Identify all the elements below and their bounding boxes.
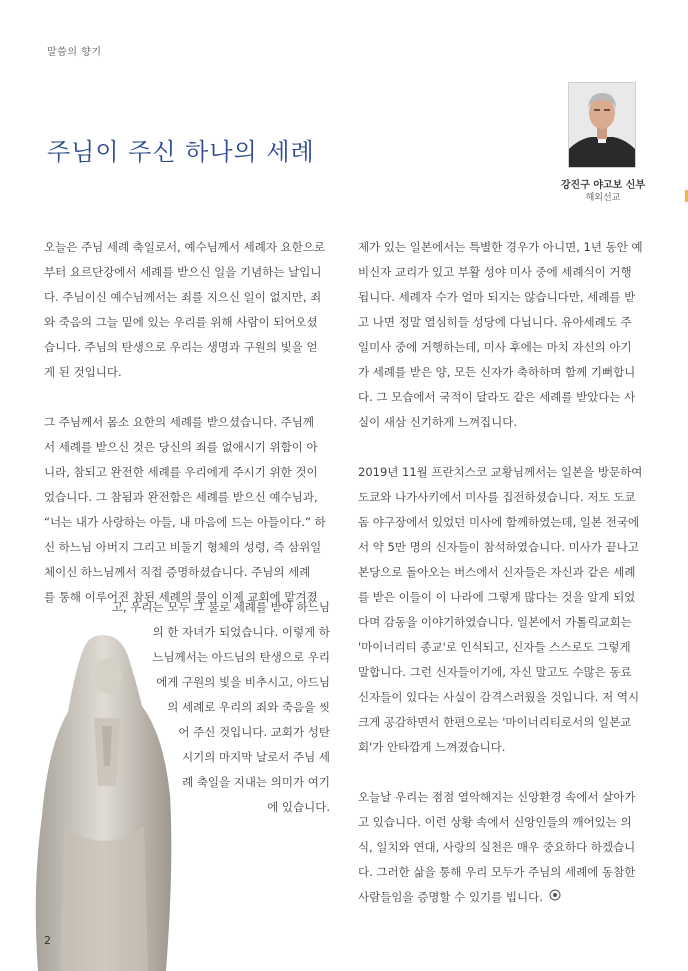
virgin-mary-statue-image bbox=[24, 626, 184, 971]
paragraph: 그 주님께서 몸소 요한의 세례를 받으셨습니다. 주님께 서 세례를 받으신 것은 당신의 죄를 없애시기 위함이 아 니라, 참되고 완전한 세례를 우리에게 주시기 위한 것이 었습니다. 그 참됨과 완전함은 세례를 받으신 예수님과, “너는 내가 사랑하는 아들, 내 마음에 드는 아들이다.” 하 신 하느님 아버지 그리고 비둘기 형체의 성령, 즉 삼위일 체이신 하느님께서 직접 증명하셨습니다. 주님의 세례 를 통해 이루어진 참된 세례의 물이 이제 교회에 맡겨졌 bbox=[44, 415, 326, 604]
author-name: 강진구 야고보 신부 bbox=[560, 180, 646, 191]
paragraph: 2019년 11월 프란치스코 교황님께서는 일본을 방문하여 도쿄와 나가사키에서 미사를 집전하셨습니다. 저도 도쿄 돔 야구장에서 있었던 미사에 함께하였는데, 일본 전국에 서 약 5만 명의 신자들이 참석하였습니다. 미사가 끝나고 본당으로 돌아오는 버스에서 신자들은 자신과 같은 세례 를 받은 이들이 이 나라에 그렇게 많다는 것을 알게 되었 다며 감동을 이야기하였습니다. 일본에서 가톨릭교회는 '마이너리티 종교'로 인식되고, 신자들 스스로도 그렇게 말합니다. 그런 신자들이기에, 자신 말고도 수많은 동료 신자들이 있다는 사실이 감격스러웠을 것입니다. 저 역시 크게 공감하면서 한편으로는 '마이너리티로서의 일본교 회'가 안타깝게 느껴졌습니다. bbox=[358, 465, 643, 754]
author-role: 해외선교 bbox=[585, 193, 621, 203]
paragraph: 제가 있는 일본에서는 특별한 경우가 아니면, 1년 동안 예 비신자 교리가 있고 부활 성야 미사 중에 세례식이 거행 됩니다. 세례자 수가 얼마 되지는 않습니다만, 세례를 받 고 나면 정말 열심히들 성당에 다닙니다. 유아세례도 주 일미사 중에 거행하는데, 미사 후에는 마치 자신의 아기 가 세례를 받은 양, 모든 신자가 축하하며 함께 기뻐합니 다. 그 모습에서 국적이 달라도 같은 세례를 받았다는 사 실이 새삼 신기하게 느껴집니다. bbox=[358, 240, 643, 429]
author-photo bbox=[568, 82, 636, 168]
article-title: 주님이 주신 하나의 세례 bbox=[47, 138, 315, 167]
section-label: 말씀의 향기 bbox=[47, 47, 102, 58]
end-mark-icon bbox=[549, 885, 561, 910]
right-column bbox=[358, 235, 646, 910]
closing-text: 오늘날 우리는 점점 열악해지는 신앙환경 속에서 살아가 고 있습니다. 이런 상황 속에서 신앙인들의 깨어있는 의 식, 일치와 연대, 사랑의 실천은 매우 중요하다 하겠습니 다. 그러한 삶을 통해 우리 모두가 주님의 세례에 동참한 사람들임을 증명할 수 있기를 빕니다. bbox=[358, 790, 636, 904]
page-number: 2 bbox=[44, 934, 51, 947]
left-column bbox=[44, 235, 329, 610]
paragraph: 오늘은 주님 세례 축일로서, 예수님께서 세례자 요한으로 부터 요르단강에서 세례를 받으신 일을 기념하는 날입니 다. 주님이신 예수님께서는 죄를 지으신 일이 없지만, 죄 와 죽음의 그늘 밑에 있는 우리를 위해 사람이 되어오셨 습니다. 주님의 탄생으로 우리는 생명과 구원의 빛을 얻 게 된 것입니다. bbox=[44, 240, 326, 379]
paragraph bbox=[358, 785, 646, 910]
paragraph-wrapped: 고, 우리는 모두 그 물로 세례를 받아 하느님 의 한 자녀가 되었습니다. 이렇게 하 느님께서는 아드님의 탄생으로 우리 에게 구원의 빛을 비추시고, 아드님 의 세례로 우리의 죄와 죽음을 씻 어 주신 것입니다. 교회가 성탄 시기의 마지막 날로서 주님 세 례 축일을 지내는 의미가 여기 에 있습니다. bbox=[111, 600, 330, 814]
